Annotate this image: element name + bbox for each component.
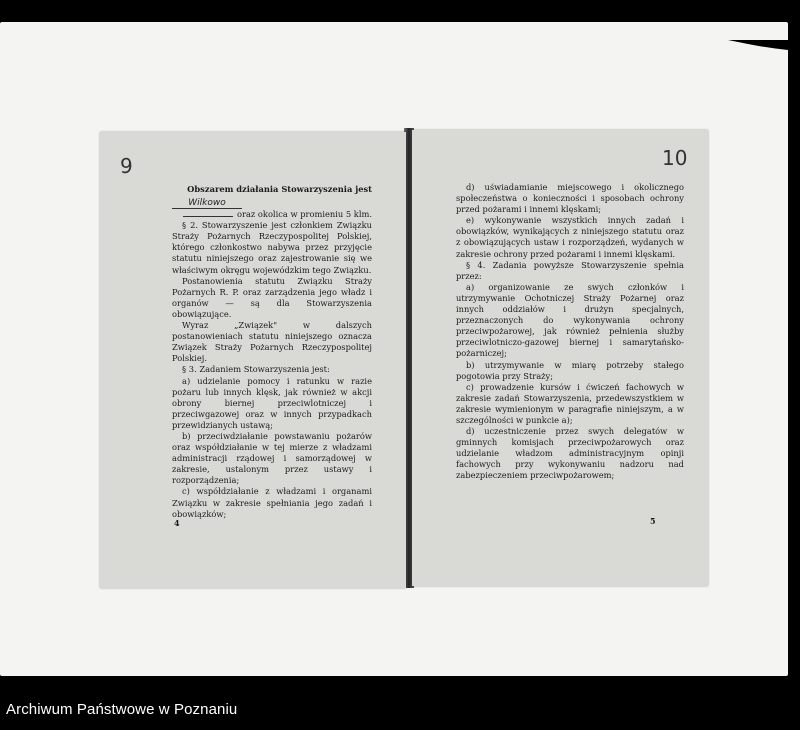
left-paragraph-6: b) przeciwdziałanie powstawaniu pożarów oraz współdziałanie w tej mierze z władzami administracji rządowej i samorządowej w zakresie, ustalonym przez ustawy i rozporządzenia; [172,430,372,486]
left-paragraph-1: § 2. Stowarzyszenie jest członkiem Związku Straży Pożarnych Rzeczypospolitej Polskiej, którego członkostwo nabywa przez przyjęcie statutu niniejszego oraz zajestrowanie się we właściwym okręgu wojewódzkim tego Związku. [172,220,372,275]
right-paragraph-1: d) uświadamianie miejscowego i okolicznego społeczeństwa o konieczności i sposobach ochrony przed pożarami i innemi klęskami; [456,182,684,215]
blank-line [183,216,233,217]
corner-mark [728,40,788,70]
left-paragraph-3: Wyraz „Związek" w dalszych postanowieniach statutu niniejszego oznacza Związek Straży Pożarnych Rzeczypospolitej Polskiej. [172,320,372,364]
right-page [412,130,708,586]
left-paragraph-7: c) współdziałanie z władzami i organami Związku w zakresie spełniania jego zadań i obowiązków; [172,486,372,519]
right-paragraph-2: e) wykonywanie wszystkich innych zadań i obowiązków, wynikających z niniejszego statutu oraz z obowiązujących ustaw i rozporządzeń, wydanych w zakresie ochrony przed pożarami i innemi klęskami. [456,215,684,259]
left-page-text [172,184,372,520]
heading-line: Obszarem działania Stowarzyszenia jest [187,184,372,194]
left-line-2 [172,209,372,220]
left-heading [172,184,372,195]
right-paragraph-7: d) uczestniczenie przez swych delegatów w gminnych komisjach przeciwpożarowych oraz udzielanie władzom administracyjnym opinji fachowych przy wykonywaniu nadzoru nad zabezpieczeniem przeciwpożarowem; [456,426,684,481]
right-paragraph-3: § 4. Zadania powyższe Stowarzyszenie spełnia przez: [456,259,684,281]
handwritten-page-number-left: 9 [120,154,133,178]
left-paragraph-5: a) udzielanie pomocy i ratunku w razie pożaru lub innych klęsk, jak również w akcji obrony biernej przeciwlotniczej i przeciwgazowej oraz w innych przypadkach przewidzianych ustawą; [172,375,372,430]
line-2-text: oraz okolica w promieniu 5 klm. [237,209,372,220]
left-paragraph-2: Postanowienia statutu Związku Straży Pożarnych R. P. oraz zarządzenia jego władz i organów — są dla Stowarzyszenia obowiązujące. [172,275,372,319]
handwritten-signature: Wilkowo [172,198,242,209]
archive-name: Archiwum Państwowe w Poznaniu [6,701,238,718]
left-page-number: 4 [174,518,180,528]
left-signature-line [172,195,372,209]
right-edge-bar [788,22,800,676]
right-paragraph-4: a) organizowanie ze swych członków i utrzymywanie Ochotniczej Straży Pożarnej oraz innych oddziałów i drużyn specjalnych, przeznaczonych do wykonywania ochrony przeciwpożarowej, jak również pełnienia służby przeciwlotniczo-gazowej biernej i samarytańsko-pożarniczej; [456,281,684,359]
archive-footer [0,676,800,730]
right-page-text [456,182,684,482]
left-paragraph-4: § 3. Zadaniem Stowarzyszenia jest: [182,364,330,375]
right-paragraph-6: c) prowadzenie kursów i ćwiczeń fachowych w zakresie zadań Stowarzyszenia, przedewszystkiem w zakresie wymienionym w paragrafie niniejszym, a w szczególności w punkcie a); [456,381,684,425]
right-paragraph-5: b) utrzymywanie w miarę potrzeby stałego pogotowia przy Straży; [456,359,684,381]
right-page-number: 5 [650,516,656,526]
handwritten-page-number-right: 10 [662,146,688,170]
left-page [100,132,406,588]
